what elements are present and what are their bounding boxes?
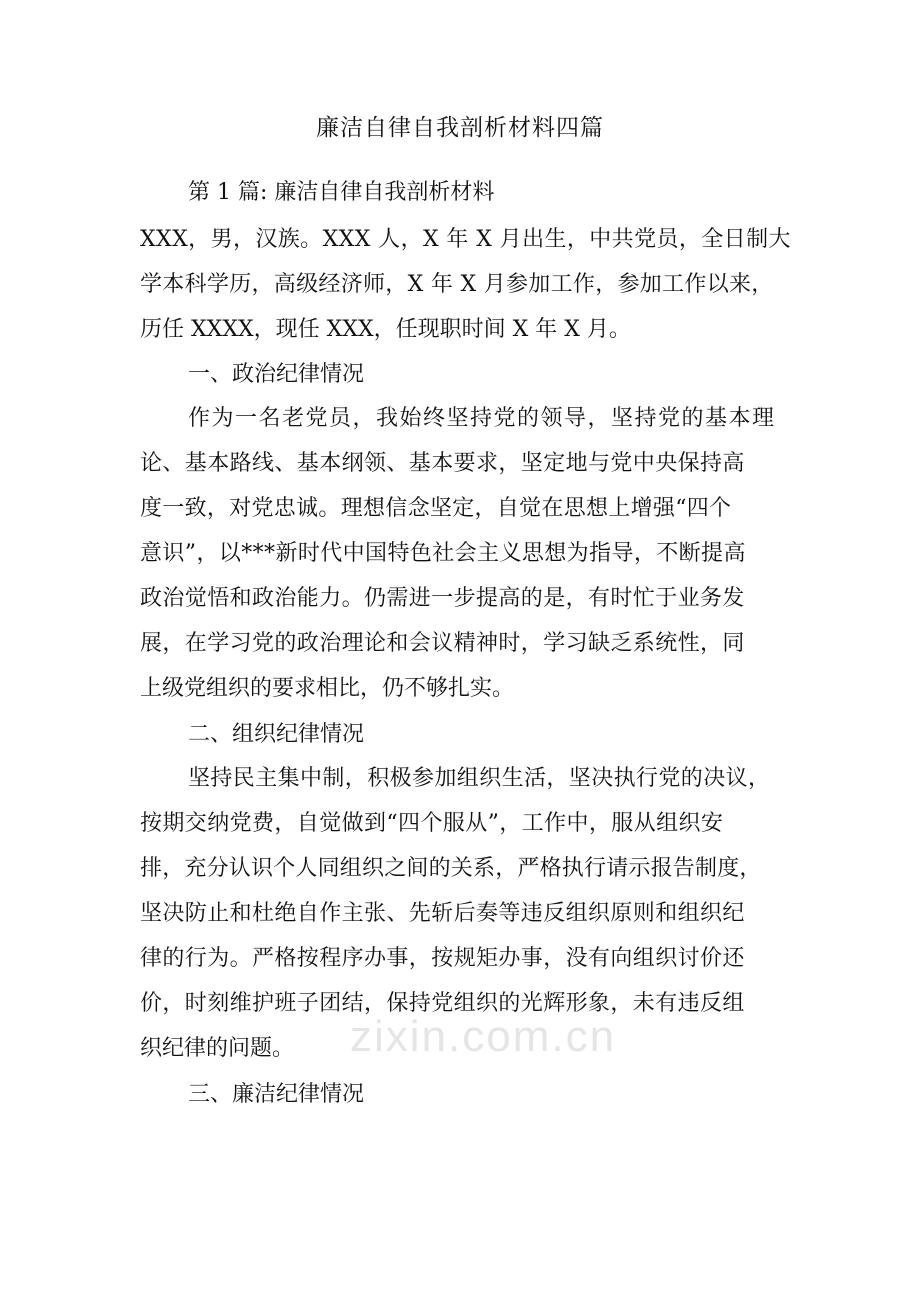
paragraph-line: 展，在学习党的政治理论和会议精神时，学习缺乏系统性，同 [140,631,745,656]
chapter-heading: 第 1 篇: 廉洁自律自我剖析材料 [188,180,495,205]
paragraph-line: XXX，男，汉族。XXX 人，X 年 X 月出生，中共党员，全日制大 [140,227,791,252]
paragraph-line: 织纪律的问题。 [140,1036,295,1061]
paragraph-line: 论、基本路线、基本纲领、基本要求，坚定地与党中央保持高 [140,451,745,476]
section-heading-organizational: 二、组织纪律情况 [188,722,365,747]
paragraph-line: 按期交纳党费，自觉做到“四个服从”，工作中，服从组织安 [140,811,724,836]
paragraph-line: 律的行为。严格按程序办事，按规矩办事，没有向组织讨价还 [140,946,745,971]
watermark: zixin.com.cn [350,1012,617,1061]
paragraph-line: 历任 XXXX，现任 XXX，任现职时间 X 年 X 月。 [140,317,631,342]
paragraph-line: 作为一名老党员，我始终坚持党的领导，坚持党的基本理 [188,406,776,431]
paragraph-line: 意识”，以***新时代中国特色社会主义思想为指导，不断提高 [140,541,746,566]
paragraph-line: 政治觉悟和政治能力。仍需进一步提高的是，有时忙于业务发 [140,586,745,611]
paragraph-line: 度一致，对党忠诚。理想信念坚定，自觉在思想上增强“四个 [140,496,732,521]
paragraph-line: 上级党组织的要求相比，仍不够扎实。 [140,676,515,701]
paragraph-line: 坚持民主集中制，积极参加组织生活，坚决执行党的决议， [188,766,771,791]
paragraph-line: 学本科学历，高级经济师，X 年 X 月参加工作，参加工作以来， [140,272,774,297]
section-heading-political: 一、政治纪律情况 [188,362,365,387]
paragraph-line: 价，时刻维护班子团结，保持党组织的光辉形象，未有违反组 [140,991,745,1016]
document-title: 廉洁自律自我剖析材料四篇 [316,115,604,141]
section-heading-integrity: 三、廉洁纪律情况 [188,1082,365,1107]
paragraph-line: 排，充分认识个人同组织之间的关系，严格执行请示报告制度， [140,856,762,881]
paragraph-line: 坚决防止和杜绝自作主张、先斩后奏等违反组织原则和组织纪 [140,901,745,926]
